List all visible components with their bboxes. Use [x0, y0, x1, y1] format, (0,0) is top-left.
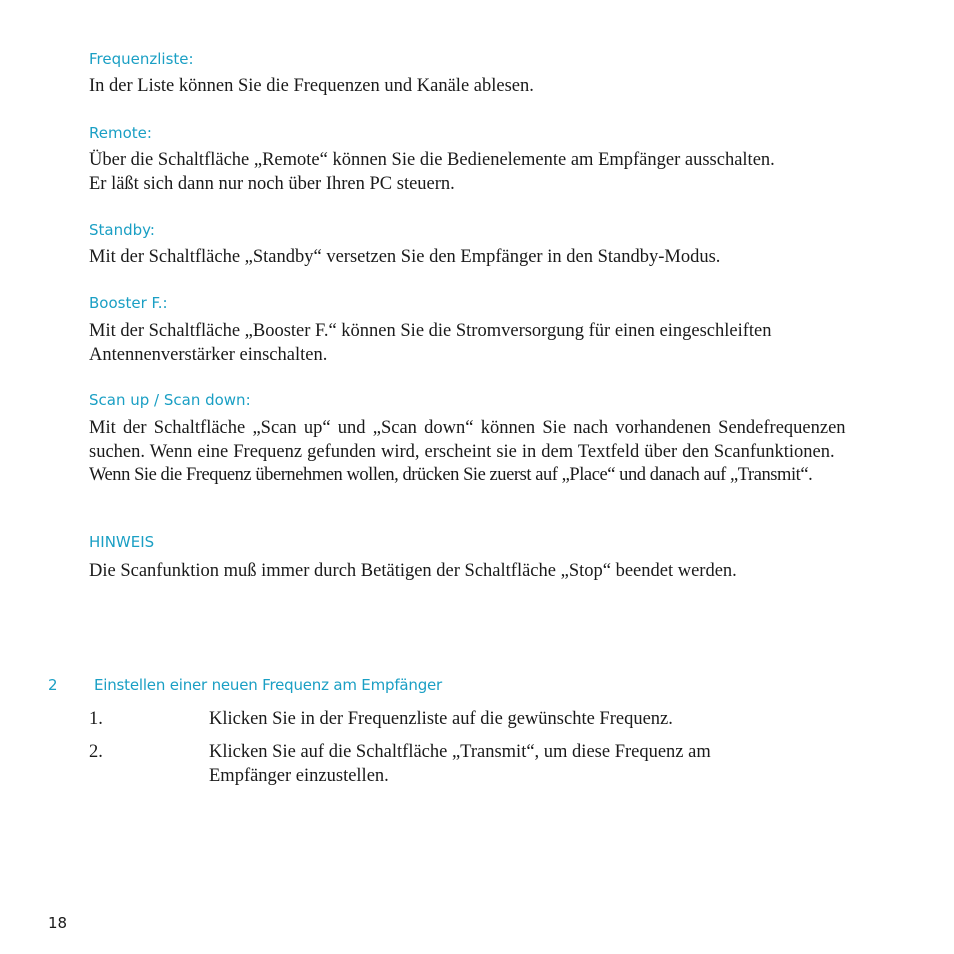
paragraph-line: Über die Schaltfläche „Remote“ können Sie die Bedienelemente am Empfänger ausschalten. [89, 150, 775, 170]
note-heading: HINWEIS [89, 533, 155, 551]
paragraph-scan [89, 417, 904, 488]
step-line: Empfänger einzustellen. [209, 765, 389, 786]
paragraph-line: suchen. Wenn eine Frequenz gefunden wird, erscheint sie in dem Textfeld über den Scanfunktionen. [89, 441, 835, 462]
step-text [209, 741, 809, 788]
paragraph-booster [89, 320, 904, 367]
heading-booster: Booster F.: [89, 294, 168, 312]
step-number: 1. [89, 709, 103, 729]
heading-frequenzliste: Frequenzliste: [89, 50, 194, 68]
heading-scan: Scan up / Scan down: [89, 391, 251, 409]
paragraph-remote [89, 149, 904, 196]
paragraph-standby [89, 246, 904, 270]
page-number: 18 [48, 914, 68, 932]
paragraph-line: Mit der Schaltfläche „Booster F.“ können Sie die Stromversorgung für einen eingeschleiften [89, 321, 772, 341]
paragraph-line: Mit der Schaltfläche „Scan up“ und „Scan down“ können Sie nach vorhandenen Sendefrequenzen [89, 418, 846, 438]
step-text [209, 708, 809, 732]
paragraph-line: Wenn Sie die Frequenz übernehmen wollen, drücken Sie zuerst auf „Place“ und danach auf „Transmit“. [89, 465, 813, 485]
heading-remote: Remote: [89, 124, 152, 142]
heading-standby: Standby: [89, 221, 155, 239]
paragraph-line: In der Liste können Sie die Frequenzen und Kanäle ablesen. [89, 76, 534, 96]
section-number: 2 [48, 676, 58, 694]
section-title: Einstellen einer neuen Frequenz am Empfänger [94, 676, 443, 694]
note-paragraph [89, 560, 904, 584]
paragraph-line: Er läßt sich dann nur noch über Ihren PC steuern. [89, 173, 455, 194]
step-line: Klicken Sie in der Frequenzliste auf die gewünschte Frequenz. [209, 709, 673, 729]
paragraph-line: Antennenverstärker einschalten. [89, 344, 328, 365]
paragraph-line: Mit der Schaltfläche „Standby“ versetzen Sie den Empfänger in den Standby-Modus. [89, 247, 721, 267]
step-number: 2. [89, 742, 103, 762]
paragraph-line: Die Scanfunktion muß immer durch Betätigen der Schaltfläche „Stop“ beendet werden. [89, 561, 737, 581]
step-line: Klicken Sie auf die Schaltfläche „Transmit“, um diese Frequenz am [209, 742, 711, 762]
paragraph-frequenzliste [89, 75, 904, 99]
